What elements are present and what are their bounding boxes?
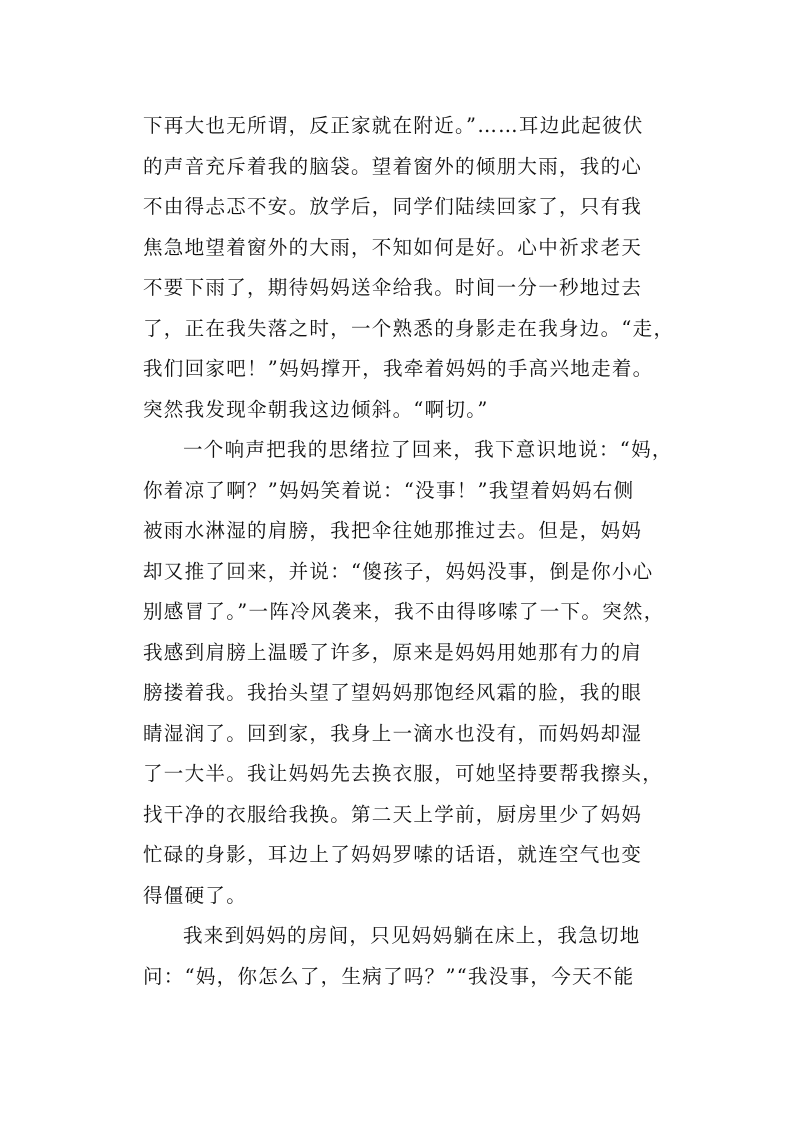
- text-line: 了，正在我失落之时，一个熟悉的身影走在我身边。“走，: [143, 316, 675, 340]
- text-line: 得僵硬了。: [143, 883, 248, 907]
- text-line: 被雨水淋湿的肩膀，我把伞往她那推过去。但是，妈妈: [143, 519, 643, 542]
- paragraph-first-line: 一个响声把我的思绪拉了回来，我下意识地说：“妈，: [183, 438, 673, 461]
- text-line: 突然我发现伞朝我这边倾斜。“啊切。”: [143, 397, 489, 421]
- text-line: 了一大半。我让妈妈先去换衣服，可她坚持要帮我擦头，: [143, 762, 664, 785]
- paragraph-first-line: 我来到妈妈的房间，只见妈妈躺在床上，我急切地: [183, 924, 641, 947]
- text-line: 找干净的衣服给我换。第二天上学前，厨房里少了妈妈: [143, 802, 643, 826]
- text-line: 膀搂着我。我抬头望了望妈妈那饱经风霜的脸，我的眼: [143, 681, 643, 704]
- text-line: 别感冒了。”一阵冷风袭来，我不由得哆嗦了一下。突然，: [143, 600, 665, 623]
- text-line: 睛湿润了。回到家，我身上一滴水也没有，而妈妈却湿: [143, 721, 643, 745]
- text-line: 不要下雨了，期待妈妈送伞给我。时间一分一秒地过去: [143, 276, 643, 299]
- text-line: 的声音充斥着我的脑袋。望着窗外的倾朋大雨，我的心: [143, 154, 643, 178]
- text-line: 下再大也无所谓，反正家就在附近。”……耳边此起彼伏: [143, 114, 644, 137]
- text-line: 不由得忐忑不安。放学后，同学们陆续回家了，只有我: [143, 195, 643, 218]
- text-line: 问：“妈，你怎么了，生病了吗？”“我没事，今天不能: [143, 964, 635, 988]
- text-line: 你着凉了啊？”妈妈笑着说：“没事！”我望着妈妈右侧: [143, 478, 635, 502]
- body-text: [143, 106, 683, 997]
- text-line: 我感到肩膀上温暖了许多，原来是妈妈用她那有力的肩: [143, 640, 643, 664]
- text-line: 焦急地望着窗外的大雨，不知如何是好。心中祈求老天: [143, 235, 643, 259]
- text-line: 我们回家吧！”妈妈撑开，我牵着妈妈的手高兴地走着。: [143, 357, 654, 380]
- text-line: 却又推了回来，并说：“傻孩子，妈妈没事，倒是你小心: [143, 559, 654, 583]
- text-line: 忙碌的身影，耳边上了妈妈罗嗦的话语，就连空气也变: [143, 843, 643, 866]
